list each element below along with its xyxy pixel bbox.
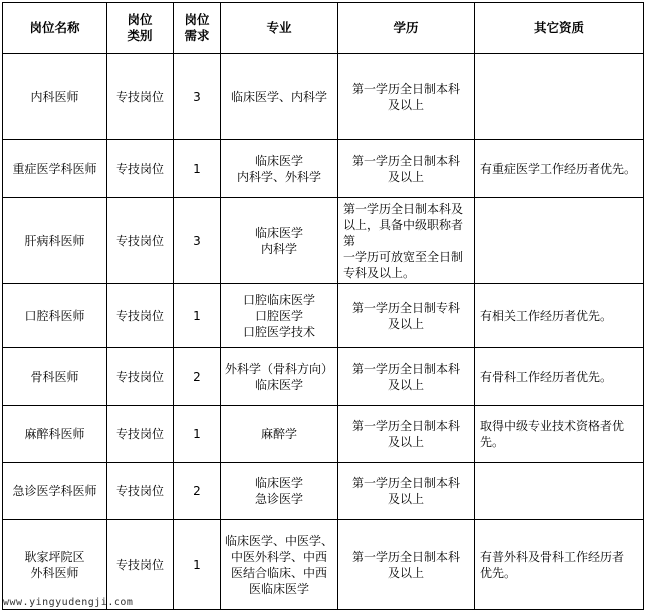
header-position-count: 岗位 需求: [174, 3, 221, 54]
cell-major: 临床医学、中医学、 中医外科学、中西 医结合临床、中西 医临床医学: [221, 520, 338, 610]
table-row: [3, 348, 644, 406]
cell-count: 1: [174, 520, 221, 610]
cell-education: 第一学历全日制本科 及以上: [338, 54, 475, 140]
cell-other: [475, 198, 644, 284]
cell-count: 1: [174, 140, 221, 198]
table-row: [3, 140, 644, 198]
cell-other: [475, 54, 644, 140]
cell-count: 3: [174, 198, 221, 284]
header-education: 学历: [338, 3, 475, 54]
cell-education: 第一学历全日制本科 及以上: [338, 140, 475, 198]
cell-major: 麻醉学: [221, 406, 338, 463]
cell-name: 骨科医师: [3, 348, 107, 406]
cell-name: 内科医师: [3, 54, 107, 140]
cell-count: 2: [174, 463, 221, 520]
cell-type: 专技岗位: [107, 284, 174, 348]
cell-other: 取得中级专业技术资格者优 先。: [475, 406, 644, 463]
cell-other: 有普外科及骨科工作经历者 优先。: [475, 520, 644, 610]
cell-type: 专技岗位: [107, 54, 174, 140]
header-major: 专业: [221, 3, 338, 54]
cell-type: 专技岗位: [107, 520, 174, 610]
cell-count: 1: [174, 284, 221, 348]
cell-count: 2: [174, 348, 221, 406]
cell-name: 口腔科医师: [3, 284, 107, 348]
cell-major: 口腔临床医学 口腔医学 口腔医学技术: [221, 284, 338, 348]
cell-education: 第一学历全日制本科 及以上: [338, 348, 475, 406]
table-row: [3, 198, 644, 284]
cell-type: 专技岗位: [107, 140, 174, 198]
table-row: [3, 54, 644, 140]
cell-education: 第一学历全日制本科 及以上: [338, 520, 475, 610]
header-position-name: 岗位名称: [3, 3, 107, 54]
cell-count: 3: [174, 54, 221, 140]
cell-other: [475, 463, 644, 520]
cell-type: 专技岗位: [107, 463, 174, 520]
cell-name: 麻醉科医师: [3, 406, 107, 463]
table-row: [3, 520, 644, 610]
cell-education: 第一学历全日制本科及 以上，具备中级职称者第 一学历可放宽至全日制 专科及以上。: [338, 198, 475, 284]
table-row: [3, 463, 644, 520]
cell-other: 有骨科工作经历者优先。: [475, 348, 644, 406]
header-position-type: 岗位 类别: [107, 3, 174, 54]
cell-type: 专技岗位: [107, 348, 174, 406]
cell-type: 专技岗位: [107, 406, 174, 463]
table-header-row: [3, 3, 644, 54]
header-other: 其它资质: [475, 3, 644, 54]
cell-name: 肝病科医师: [3, 198, 107, 284]
cell-name: 重症医学科医师: [3, 140, 107, 198]
watermark-url: www.yingyudengji.com: [3, 597, 134, 608]
cell-major: 临床医学 内科学、外科学: [221, 140, 338, 198]
cell-name: 急诊医学科医师: [3, 463, 107, 520]
cell-count: 1: [174, 406, 221, 463]
cell-other: 有重症医学工作经历者优先。: [475, 140, 644, 198]
cell-education: 第一学历全日制本科 及以上: [338, 406, 475, 463]
cell-name: 耿家坪院区 外科医师: [3, 520, 107, 610]
positions-table: [2, 2, 644, 610]
cell-major: 临床医学 急诊医学: [221, 463, 338, 520]
table-row: [3, 284, 644, 348]
cell-education: 第一学历全日制专科 及以上: [338, 284, 475, 348]
cell-major: 临床医学 内科学: [221, 198, 338, 284]
cell-education: 第一学历全日制本科 及以上: [338, 463, 475, 520]
cell-major: 临床医学、内科学: [221, 54, 338, 140]
cell-type: 专技岗位: [107, 198, 174, 284]
cell-other: 有相关工作经历者优先。: [475, 284, 644, 348]
table-row: [3, 406, 644, 463]
cell-major: 外科学（骨科方向） 临床医学: [221, 348, 338, 406]
